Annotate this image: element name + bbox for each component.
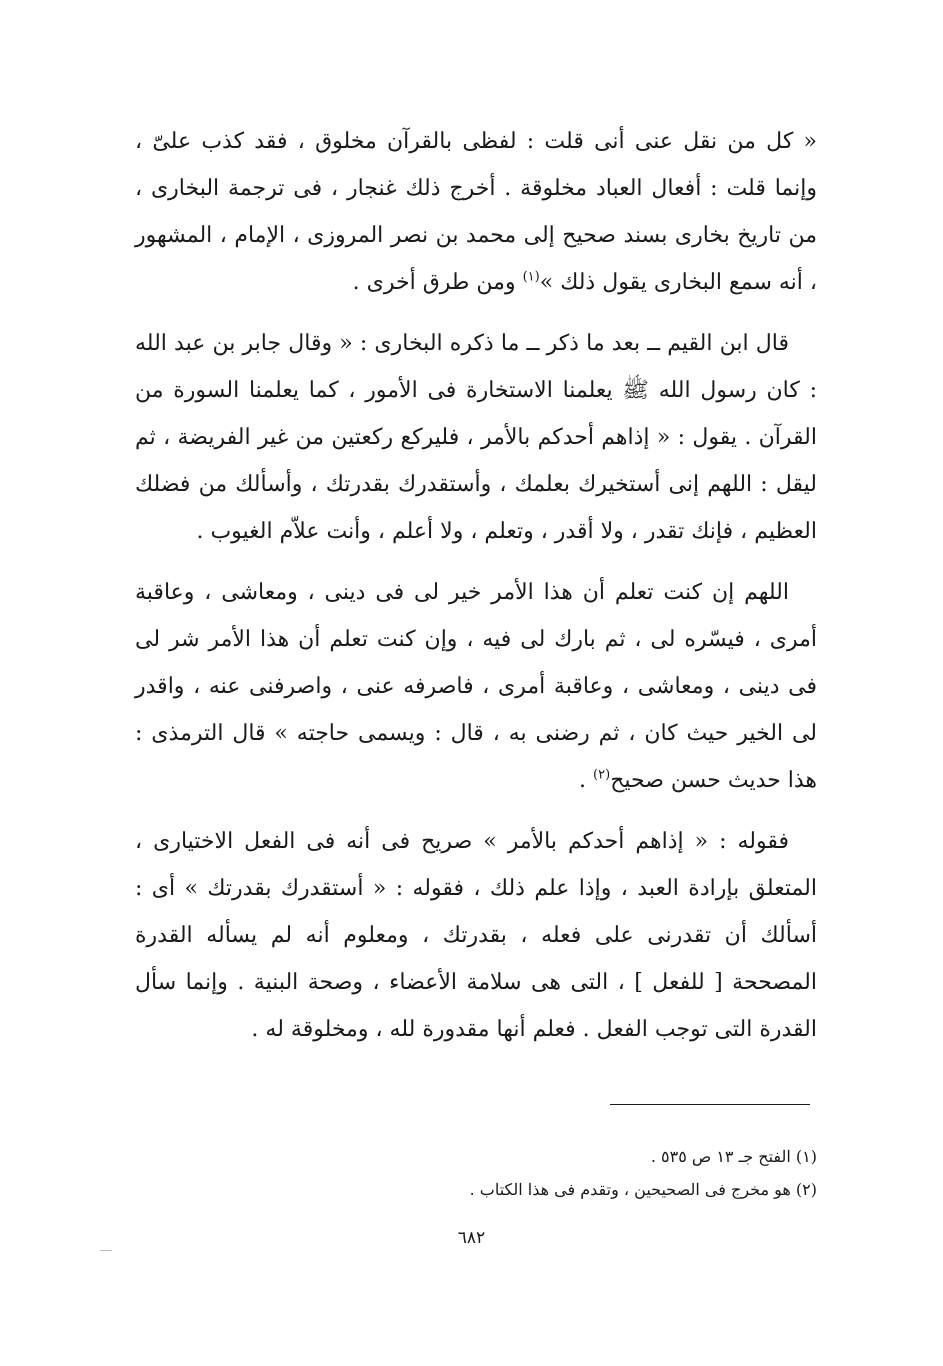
main-text bbox=[135, 118, 817, 1067]
page-number: ٦٨٢ bbox=[457, 1228, 486, 1248]
footnotes bbox=[135, 1140, 817, 1206]
paragraph bbox=[135, 818, 817, 1053]
paragraph-text: قال ابن القيم ــ بعد ما ذكر ــ ما ذكره البخارى : « وقال جابر بن عبد الله : كان رسول الله ﷺ يعلمنا الاستخارة فى الأمور ، كما يعلمنا السورة من القرآن . يقول : « إذاهم أحدكم بالأمر ، فليركع ركعتين من غير الفريضة ، ثم ليقل : اللهم إنى أستخيرك بعلمك ، وأستقدرك بقدرتك ، وأسألك من فضلك العظيم ، فإنك تقدر ، ولا أقدر ، وتعلم ، ولا أعلم ، وأنت علاّم الغيوب . bbox=[135, 331, 817, 544]
paragraph bbox=[135, 320, 817, 555]
footnote: (٢) هو مخرج فى الصحيحين ، وتقدم فى هذا الكتاب . bbox=[469, 1180, 817, 1199]
scan-edge-mark bbox=[100, 1250, 112, 1251]
footnote: (١) الفتح جـ ١٣ ص ٥٣٥ . bbox=[650, 1147, 817, 1166]
paragraph-tail: ومن طرق أخرى . bbox=[352, 270, 523, 295]
paragraph-text: فقوله : « إذاهم أحدكم بالأمر » صريح فى أنه فى الفعل الاختيارى ، المتعلق بإرادة العبد ، وإذا علم ذلك ، فقوله : « أستقدرك بقدرتك » أى : أسألك أن تقدرنى على فعله ، بقدرتك ، ومعلوم أنه لم يسأله القدرة المصححة [ للفعل ] ، التى هى سلامة الأعضاء ، وصحة البنية . وإنما سأل القدرة التى توجب الفعل . فعلم أنها مقدورة لله ، ومخلوقة له . bbox=[135, 829, 817, 1042]
paragraph-text: اللهم إن كنت تعلم أن هذا الأمر خير لى فى دينى ، ومعاشى ، وعاقبة أمرى ، فيسّره لى ، ثم بارك لى فيه ، وإن كنت تعلم أن هذا الأمر شر لى فى دينى ، ومعاشى ، وعاقبة أمرى ، فاصرفه عنى ، واصرفنى عنه ، واقدر لى الخير حيث كان ، ثم رضنى به ، قال : ويسمى حاجته » قال الترمذى : هذا حديث حسن صحيح bbox=[135, 580, 817, 793]
paragraph bbox=[135, 569, 817, 804]
footnote-marker: (٢) bbox=[593, 767, 611, 783]
footnote-marker: (١) bbox=[522, 269, 540, 285]
paragraph bbox=[135, 118, 817, 306]
footnote-separator bbox=[610, 1104, 810, 1105]
paragraph-text: « كل من نقل عنى أنى قلت : لفظى بالقرآن مخلوق ، فقد كذب علىّ ، وإنما قلت : أفعال العباد مخلوقة . أخرج ذلك غنجار ، فى ترجمة البخارى ، من تاريخ بخارى بسند صحيح إلى محمد بن نصر المروزى ، الإمام ، المشهور ، أنه سمع البخارى يقول ذلك » bbox=[135, 129, 817, 295]
paragraph-tail: . bbox=[579, 768, 594, 793]
